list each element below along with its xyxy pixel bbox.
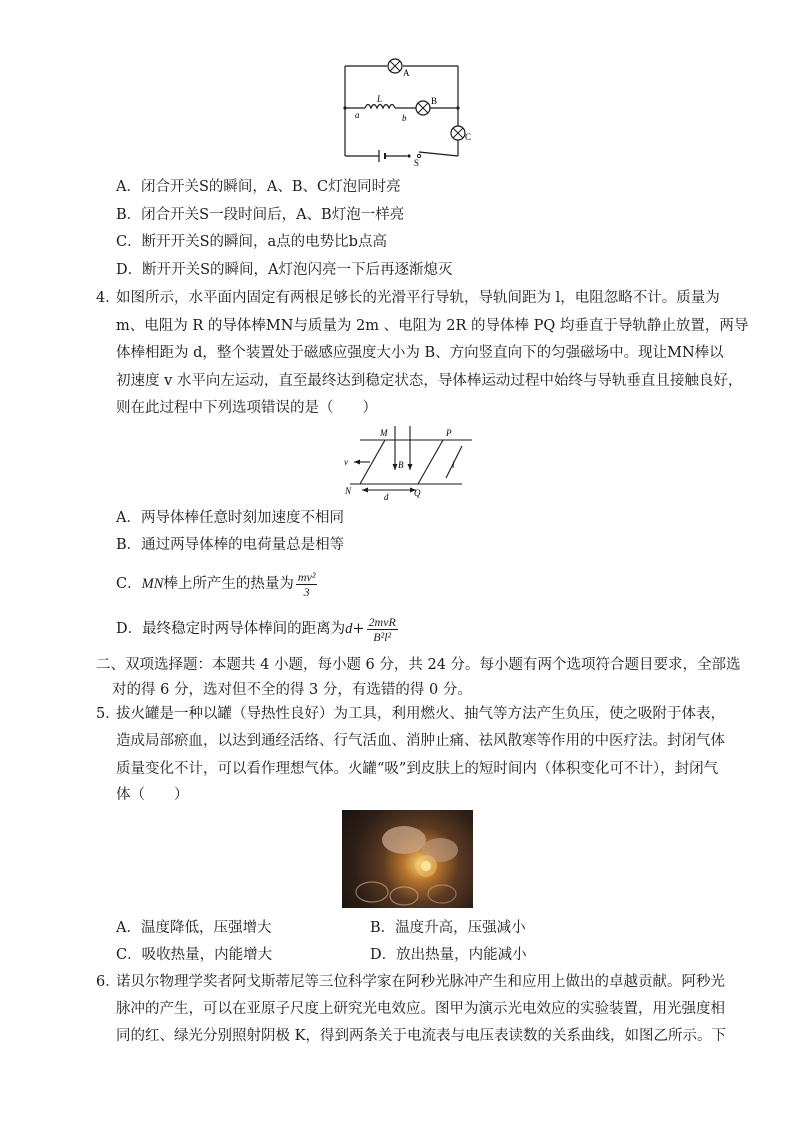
q4-option-d[interactable] [116,611,398,647]
q5-option-d[interactable]: D．放出热量，内能减小 [370,947,527,963]
battery-icon [379,150,385,162]
q4-option-c-text: 棒上所产生的热量为 [163,576,294,592]
q4-option-b[interactable]: B．通过两导体棒的电荷量总是相等 [116,537,345,553]
lamp-a-icon [388,59,402,73]
q4-line-3: 体棒相距为 d，整个装置处于磁感应强度大小为 B、方向竖直向下的匀强磁场中。现让MN棒以 [116,345,724,361]
inductor-label: L [377,94,383,104]
q5-line-3: 质量变化不计，可以看作理想气体。火罐“吸”到皮肤上的短时间内（体积变化可不计），封闭气 [116,761,719,777]
q4-number: 4． [96,290,120,306]
q4-option-c-fraction: $\frac{\text{mv²}}{3}$ [297,569,316,599]
q4-option-d-var: d [345,621,353,637]
label-p: P [446,428,452,438]
label-d: d [384,492,389,502]
q3-option-c[interactable]: C．断开开关S的瞬间，a点的电势比b点高 [116,234,387,250]
q6-number: 6． [96,974,120,990]
node-a-label: a [355,110,360,120]
q6-line-2: 脉冲的产生，可以在亚原子尺度上研究光电效应。图甲为演示光电效应的实验装置，用光强度相 [116,1001,725,1017]
q4-option-d-fraction: $\frac{\text{2mvR}}{\text{B²l²}}$ [368,614,396,644]
q5-option-c[interactable]: C．吸收热量，内能增大 [116,947,273,963]
q4-line-5: 则在此过程中下列选项错误的是（ ） [116,400,377,416]
q3-option-d[interactable]: D．断开开关S的瞬间，A灯泡闪亮一下后再逐渐熄灭 [116,262,453,278]
label-q: Q [414,488,421,498]
q4-option-d-plus: + [352,621,365,637]
q4-option-c[interactable] [116,566,317,602]
label-b: B [398,460,404,470]
cupping-photo-art [342,810,473,908]
label-n: N [345,486,352,496]
q5-line-2: 造成局部瘀血，以达到通经活络、行气活血、消肿止痛、祛风散寒等作用的中医疗法。封闭气体 [116,733,725,749]
q5-line-1: 拔火罐是一种以罐（导热性良好）为工具，利用燃火、抽气等方法产生负压，使之吸附于体表， [116,706,725,722]
lamp-c-label: C [465,132,472,142]
q4-line-1: 如图所示，水平面内固定有两根足够长的光滑平行导轨，导轨间距为 l，电阻忽略不计。质量为 [116,290,720,306]
rails-diagram [340,424,480,502]
q3-option-b[interactable]: B．闭合开关S一段时间后，A、B灯泡一样亮 [116,207,405,223]
lamp-a-label: A [403,68,410,78]
label-m: M [380,428,388,438]
circuit-diagram [335,58,475,168]
q4-option-d-text: D．最终稳定时两导体棒间的距离为 [116,621,346,637]
q5-number: 5． [96,706,120,722]
switch-label: S [414,158,420,168]
section-2-line-2: 对的得 6 分，选对但不全的得 3 分，有选错的得 0 分。 [112,682,472,698]
q4-line-2: m、电阻为 R 的导体棒MN与质量为 2m 、电阻为 2R 的导体棒 PQ 均垂直于导轨静止放置，两导 [116,318,749,334]
label-v: v [344,457,348,467]
q6-line-1: 诺贝尔物理学奖者阿戈斯蒂尼等三位科学家在阿秒光脉冲产生和应用上做出的卓越贡献。阿秒光 [116,974,725,990]
lamp-c-icon [451,126,465,140]
q3-option-a[interactable]: A．闭合开关S的瞬间，A、B、C灯泡同时亮 [116,179,401,195]
q4-line-4: 初速度 v 水平向左运动，直至最终达到稳定状态，导体棒运动过程中始终与导轨垂直且接触良好， [116,373,743,389]
section-2-line-1: 二、双项选择题：本题共 4 小题，每小题 6 分，共 24 分。每小题有两个选项符合题目要求，全部选 [96,657,741,673]
node-b-label: b [402,113,407,123]
q4-option-c-prefix: C． [116,576,142,592]
q5-option-a[interactable]: A．温度降低，压强增大 [116,920,272,936]
q4-option-a[interactable]: A．两导体棒任意时刻加速度不相同 [116,510,344,526]
cupping-photo [342,810,473,908]
lamp-b-label: B [431,96,438,106]
q6-line-3: 同的红、绿光分别照射阴极 K，得到两条关于电流表与电压表读数的关系曲线，如图乙所示。下 [116,1028,726,1044]
inductor-icon [365,105,395,109]
lamp-b-icon [416,101,430,115]
q4-option-c-mn: MN [141,576,164,592]
q5-line-4: 体（ ） [116,787,189,803]
label-l: l [452,460,455,470]
q5-option-b[interactable]: B．温度升高，压强减小 [370,920,526,936]
